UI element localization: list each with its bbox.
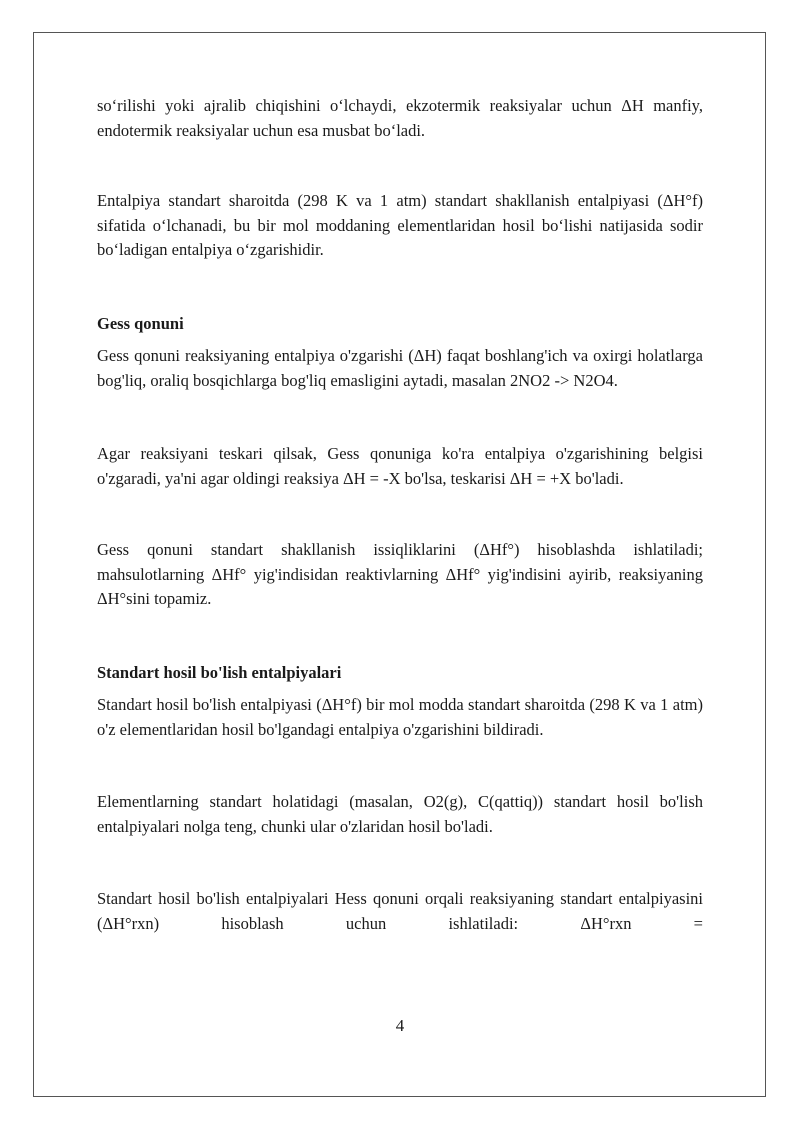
heading-standard-formation: Standart hosil bo'lish entalpiyalari xyxy=(97,662,342,682)
paragraph-standard-enthalpy: Entalpiya standart sharoitda (298 K va 1 atm) standart shakllanish entalpiyasi (ΔH°f) sifatida o‘lchanadi, bu bir mol moddaning elementlaridan hosil bo‘lishi natijasida sodir bo‘ladigan entalpiya o‘zgarishidir. xyxy=(97,191,703,259)
paragraph-reverse-reaction: Agar reaksiyani teskari qilsak, Gess qonuniga ko'ra entalpiya o'zgarishining belgisi o'zgaradi, ya'ni agar oldingi reaksiya ΔH = -X bo'lsa, teskarisi ΔH = +X bo'ladi. xyxy=(97,444,703,488)
heading-gess-qonuni: Gess qonuni xyxy=(97,313,184,333)
paragraph-delta-h-sign: so‘rilishi yoki ajralib chiqishini o‘lchaydi, ekzotermik reaksiyalar uchun ΔH manfiy, endotermik reaksiyalar uchun esa musbat bo‘ladi. xyxy=(97,96,703,140)
paragraph-formation-definition: Standart hosil bo'lish entalpiyasi (ΔH°f) bir mol modda standart sharoitda (298 K va 1 atm) o'z elementlaridan hosil bo'lgandagi entalpiya o'zgarishini bildiradi. xyxy=(97,695,703,739)
paragraph-hess-calculation: Standart hosil bo'lish entalpiyalari Hess qonuni orqali reaksiyaning standart entalpiyasini (ΔH°rxn) hisoblash uchun ishlatiladi: ΔH°rxn = xyxy=(97,889,703,933)
paragraph-gess-formation-heats: Gess qonuni standart shakllanish issiqliklarini (ΔHf°) hisoblashda ishlatiladi; mahsulotlarning ΔHf° yig'indisidan reaktivlarning ΔHf° yig'indisini ayirib, reaksiyaning ΔH°sini topamiz. xyxy=(97,540,703,608)
page-number: 4 xyxy=(395,1016,405,1035)
page-content xyxy=(97,94,703,936)
paragraph-elements-zero: Elementlarning standart holatidagi (masalan, O2(g), C(qattiq)) standart hosil bo'lish entalpiyalari nolga teng, chunki ular o'zlaridan hosil bo'ladi. xyxy=(97,792,703,836)
paragraph-gess-law: Gess qonuni reaksiyaning entalpiya o'zgarishi (ΔH) faqat boshlang'ich va oxirgi holatlarga bog'liq, oraliq bosqichlarga bog'liq emasligini aytadi, masalan 2NO2 -> N2O4. xyxy=(97,346,703,390)
